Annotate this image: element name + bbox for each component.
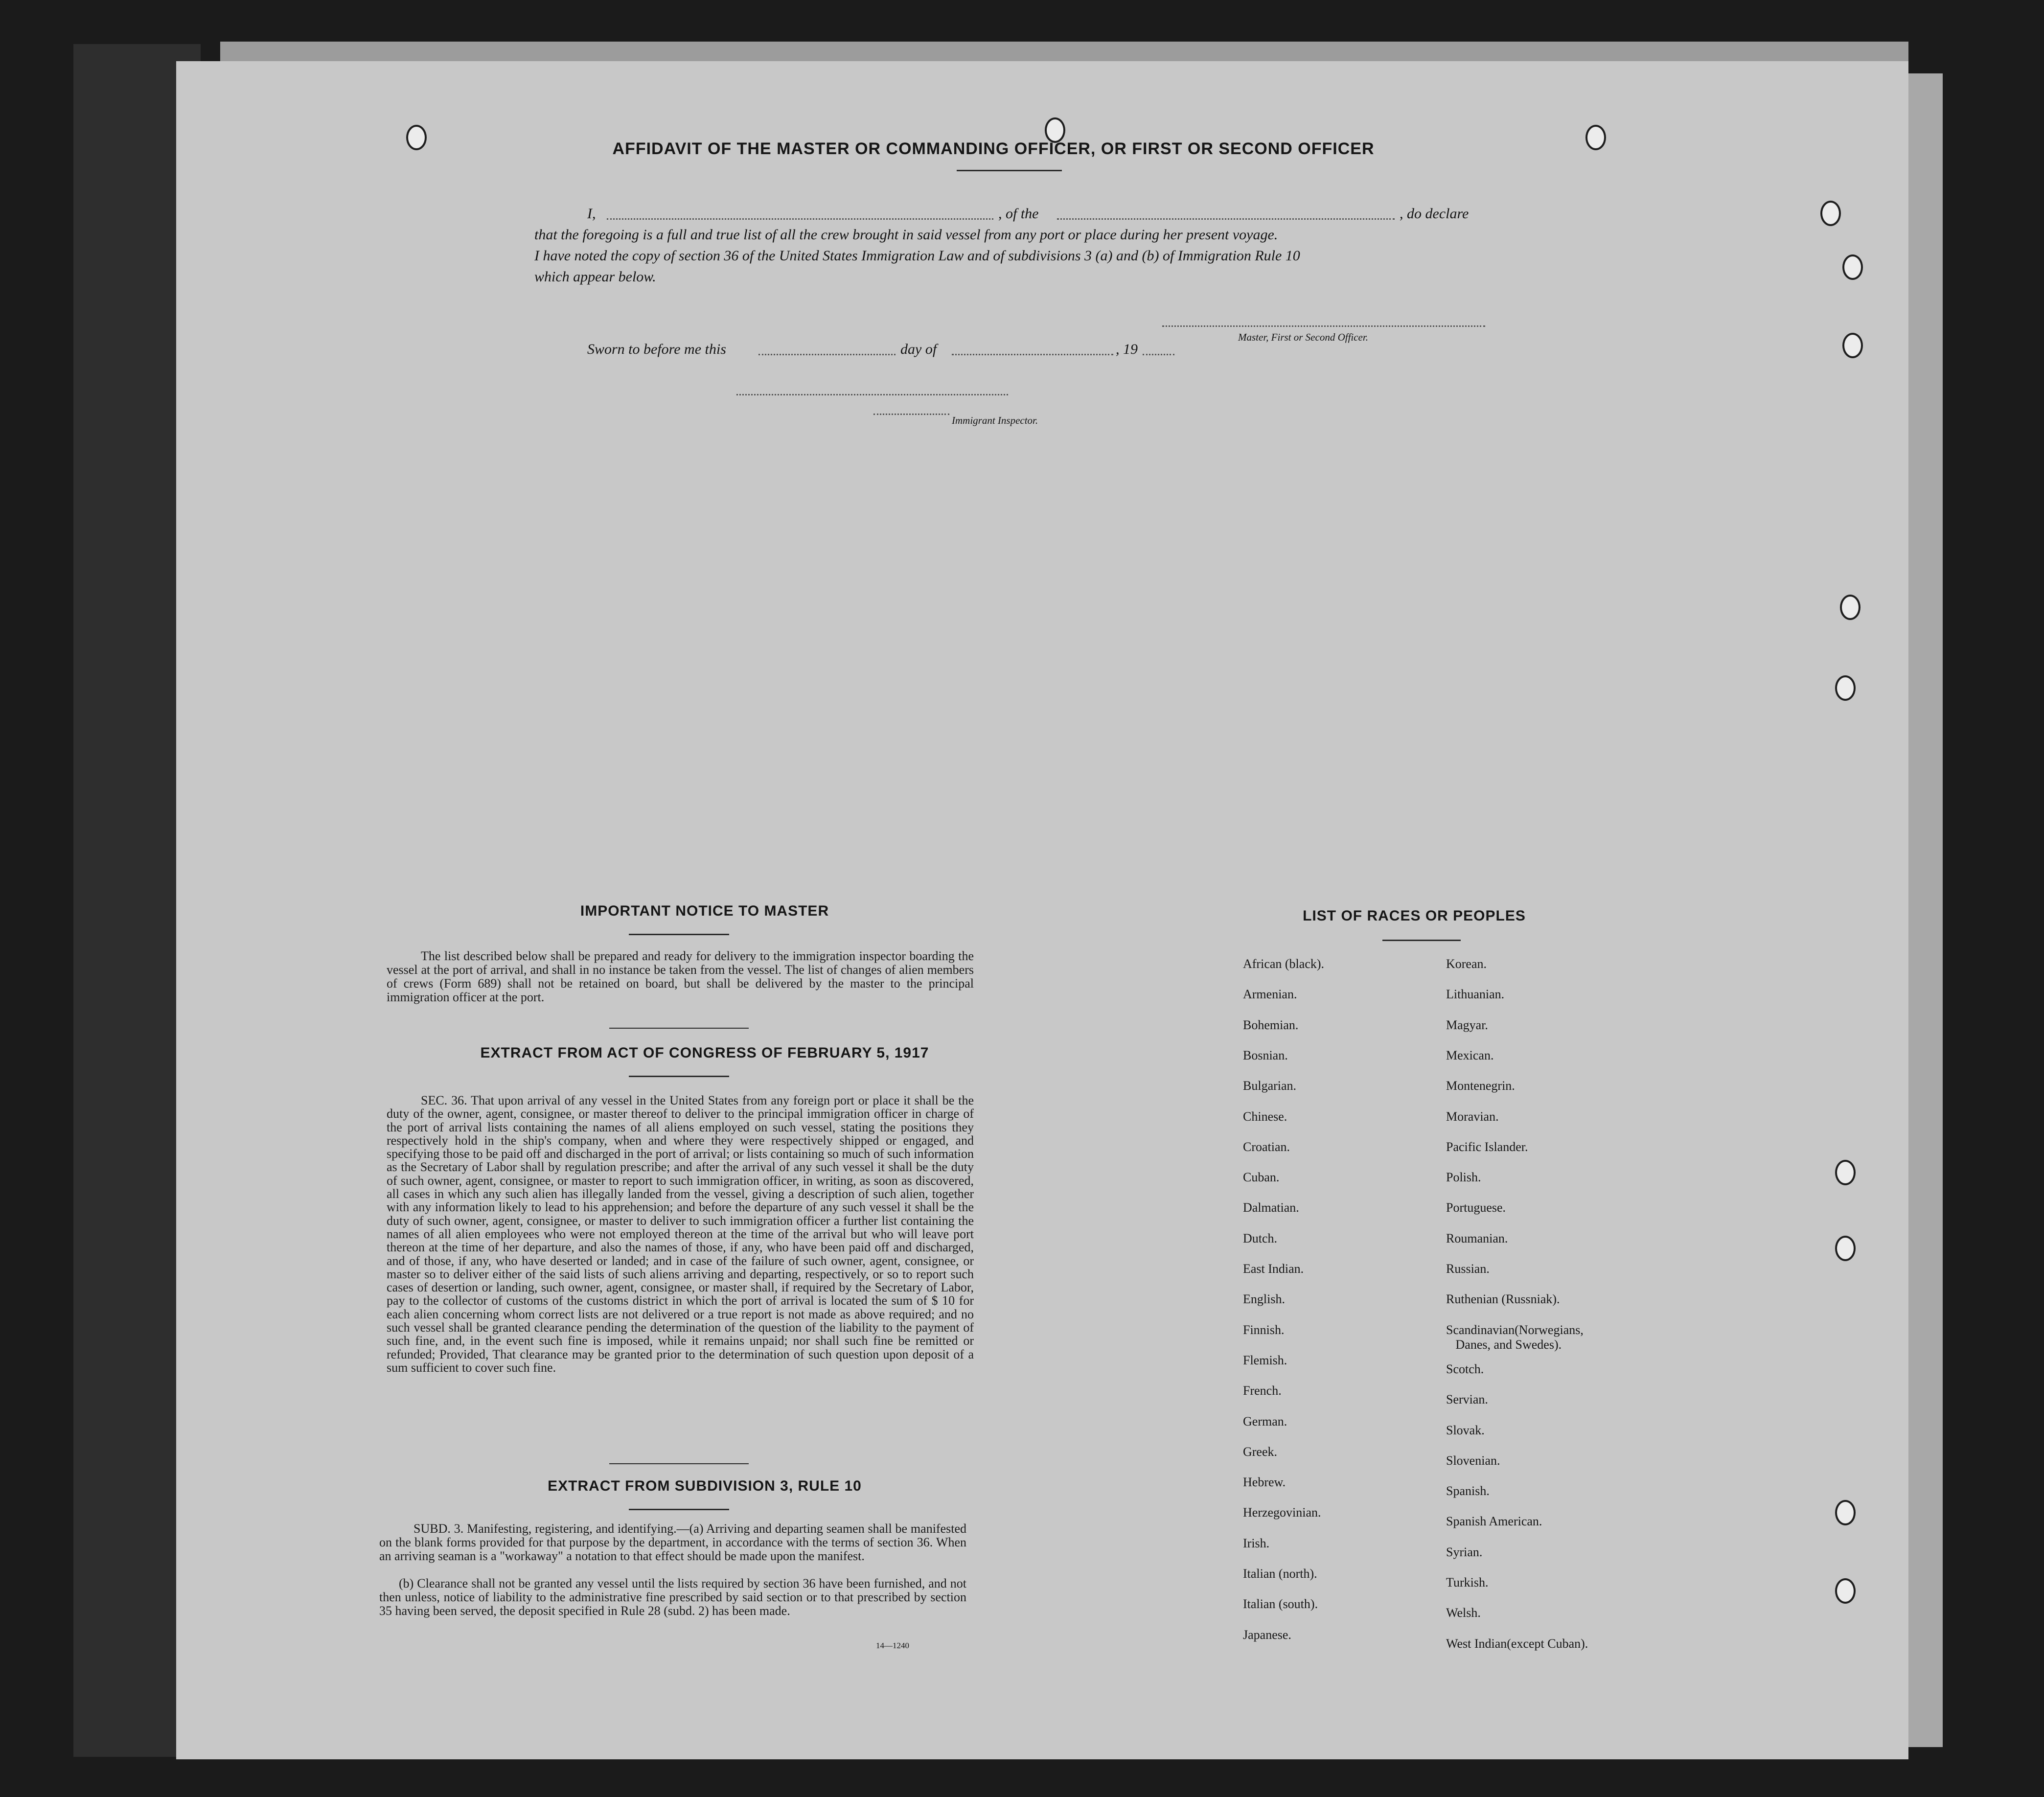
race-item: Dalmatian.: [1243, 1200, 1299, 1215]
affidavit-line-3: I have noted the copy of section 36 of the United States Immigration Law and of subdivisions 3 (a) and (b) of Immigration Rule 10: [534, 248, 1300, 264]
binder-hole: [1835, 675, 1856, 701]
inspector-caption: Immigrant Inspector.: [952, 415, 1038, 426]
race-item: Italian (south).: [1243, 1597, 1318, 1612]
rule-underline: [629, 1509, 729, 1510]
binder-hole: [1835, 1500, 1856, 1525]
race-item: Slovak.: [1446, 1423, 1485, 1437]
race-item: Ruthenian (Russniak).: [1446, 1292, 1560, 1307]
race-item: Korean.: [1446, 957, 1487, 971]
race-item: Japanese.: [1243, 1627, 1291, 1642]
title-underline: [957, 170, 1062, 171]
race-item: Scandinavian(Norwegians, Danes, and Swedes).: [1446, 1322, 1584, 1352]
act-underline: [629, 1076, 729, 1077]
affidavit-title: AFFIDAVIT OF THE MASTER OR COMMANDING OFFICER, OR FIRST OR SECOND OFFICER: [612, 139, 1375, 158]
race-item: East Indian.: [1243, 1262, 1304, 1276]
race-item: Mexican.: [1446, 1048, 1494, 1062]
race-item: Flemish.: [1243, 1353, 1287, 1367]
binder-hole: [1842, 254, 1863, 280]
rule-title: EXTRACT FROM SUBDIVISION 3, RULE 10: [548, 1478, 862, 1494]
affidavit-line-1: [587, 206, 1664, 223]
race-item: Armenian.: [1243, 987, 1297, 1002]
signature-caption: Master, First or Second Officer.: [1238, 331, 1368, 343]
name-blank: [607, 218, 993, 220]
race-item: Welsh.: [1446, 1606, 1481, 1620]
race-item: Chinese.: [1243, 1109, 1287, 1124]
race-item: Croatian.: [1243, 1139, 1290, 1154]
race-item: Roumanian.: [1446, 1231, 1508, 1245]
sworn-line: [587, 341, 1272, 359]
race-item: Syrian.: [1446, 1544, 1483, 1559]
race-item: Bohemian.: [1243, 1017, 1299, 1032]
race-item: Finnish.: [1243, 1322, 1285, 1337]
race-item: Herzegovinian.: [1243, 1505, 1321, 1520]
rule-text-b: (b) Clearance shall not be granted any vessel until the lists required by section 36 have been furnished, and not then unless, notice of liability to the administrative fine prescribed by said section or to that prescribed by section 35 having been served, the deposit specified in Rule 28 (subd. 2) has been made.: [379, 1576, 966, 1618]
races-underline: [1382, 940, 1461, 941]
act-text: SEC. 36. That upon arrival of any vessel in the United States from any foreign port or place it shall be the duty of the owner, agent, consignee, or master thereof to deliver to the principal immigration officer in charge of the port of arrival lists containing the names of all aliens employed on such vessel, stating the positions they respectively hold in the ship's company, when and where they were respectively shipped or engaged, and specifying those to be paid off and discharged in the port of arrival; or lists containing so much of such information as the Secretary of Labor shall by regulation prescribe; and after the arrival of any such vessel it shall be the duty of such owner, agent, consignee, or master to report to such immigration officer, in writing, as soon as discovered, all cases in which any such alien has illegally landed from the vessel, giving a description of such alien, together with any information likely to lead to his apprehension; and before the departure of any such vessel it shall be the duty of such owner, agent, consignee, or master to deliver to such immigration officer a further list containing the names of all alien employees who were not employed thereon at the time of the arrival but who will leave port thereon at the time of her departure, and also the names of those, if any, who have been paid off and discharged, and of those, if any, who have deserted or landed; and in case of the failure of such owner, agent, consignee, or master so to deliver either of the said lists of such aliens arriving and departing, respectively, or so to report such cases of desertion or landing, such owner, agent, consignee, or master shall, if required by the Secretary of Labor, pay to the collector of customs of the customs district in which the port of arrival is located the sum of $ 10 for each alien concerning whom correct lists are not delivered or a true report is not made as above required; and no such vessel shall be granted clearance pending the determination of the question of the liability to the payment of such fine, and, in the event such fine is imposed, while it remains unpaid; nor shall such fine be remitted or refunded; Provided, That clearance may be granted prior to the determination of such question upon deposit of a sum sufficient to cover such fine.: [387, 1093, 974, 1375]
year-prefix: , 19: [1116, 341, 1138, 357]
day-blank: [758, 354, 896, 355]
affidavit-line-4: which appear below.: [534, 269, 656, 285]
binder-hole: [1842, 333, 1863, 358]
race-item: Bosnian.: [1243, 1048, 1288, 1062]
affidavit-i: I,: [587, 206, 596, 222]
notice-underline: [629, 934, 729, 935]
binder-hole: [1835, 1160, 1856, 1185]
race-item: Slovenian.: [1446, 1453, 1500, 1468]
race-item: German.: [1243, 1414, 1287, 1428]
inspector-signature-line: [736, 394, 1008, 395]
races-title: LIST OF RACES OR PEOPLES: [1303, 908, 1526, 924]
vessel-blank: [1057, 218, 1395, 220]
affidavit-do-declare: , do declare: [1400, 206, 1469, 222]
race-item: Polish.: [1446, 1170, 1481, 1185]
binder-hole: [1835, 1236, 1856, 1261]
month-blank: [952, 354, 1113, 355]
day-of: day of: [900, 341, 937, 357]
race-item: Magyar.: [1446, 1017, 1488, 1032]
race-item: Greek.: [1243, 1444, 1278, 1459]
race-item: French.: [1243, 1383, 1282, 1398]
race-item: Bulgarian.: [1243, 1079, 1297, 1093]
race-item: African (black).: [1243, 957, 1325, 971]
race-item: Irish.: [1243, 1536, 1270, 1550]
affidavit-line-2: that the foregoing is a full and true list of all the crew brought in said vessel from any port or place during her present voyage.: [534, 227, 1278, 243]
sworn-text: Sworn to before me this: [587, 341, 726, 357]
binder-hole: [1840, 595, 1860, 620]
race-item: Montenegrin.: [1446, 1079, 1515, 1093]
affidavit-of-the: , of the: [998, 206, 1039, 222]
race-item: Portuguese.: [1446, 1200, 1506, 1215]
race-item: Dutch.: [1243, 1231, 1278, 1245]
notice-text: The list described below shall be prepared and ready for delivery to the immigration inspector boarding the vessel at the port of arrival, and shall in no instance be taken from the vessel. The list of changes of alien members of crews (Form 689) shall not be retained on board, but shall be delivered by the master to the principal immigration officer at the port.: [387, 949, 974, 1004]
year-blank: [1143, 354, 1174, 355]
binder-hole: [1835, 1578, 1856, 1604]
race-item: Lithuanian.: [1446, 987, 1505, 1002]
race-item: Scotch.: [1446, 1361, 1484, 1376]
act-separator: [609, 1463, 749, 1464]
race-item: Cuban.: [1243, 1170, 1280, 1185]
signature-line: [1162, 325, 1485, 327]
binder-hole: [1585, 125, 1606, 150]
race-item: West Indian(except Cuban).: [1446, 1636, 1588, 1651]
race-item: Moravian.: [1446, 1109, 1499, 1124]
race-item: Italian (north).: [1243, 1567, 1317, 1581]
binder-hole: [1820, 201, 1841, 226]
act-title: EXTRACT FROM ACT OF CONGRESS OF FEBRUARY 5, 1917: [480, 1045, 929, 1061]
rule-text-a: SUBD. 3. Manifesting, registering, and identifying.—(a) Arriving and departing seamen shall be manifested on the blank forms provided for that purpose by the department, in accordance with the terms of section 36. When an arriving seaman is a "workaway" a notation to that effect should be made upon the manifest.: [379, 1521, 966, 1563]
inspector-short-line: [873, 414, 949, 415]
race-item: Spanish.: [1446, 1484, 1490, 1498]
notice-title: IMPORTANT NOTICE TO MASTER: [580, 903, 829, 919]
race-item: Pacific Islander.: [1446, 1139, 1528, 1154]
race-item: Russian.: [1446, 1262, 1490, 1276]
race-item: Hebrew.: [1243, 1475, 1286, 1490]
race-item: English.: [1243, 1292, 1285, 1307]
race-item: Turkish.: [1446, 1575, 1489, 1590]
race-item: Servian.: [1446, 1392, 1488, 1407]
notice-separator: [609, 1028, 749, 1029]
form-number: 14—1240: [876, 1641, 909, 1650]
form-sheet: [176, 61, 1908, 1759]
race-item: Spanish American.: [1446, 1514, 1542, 1529]
